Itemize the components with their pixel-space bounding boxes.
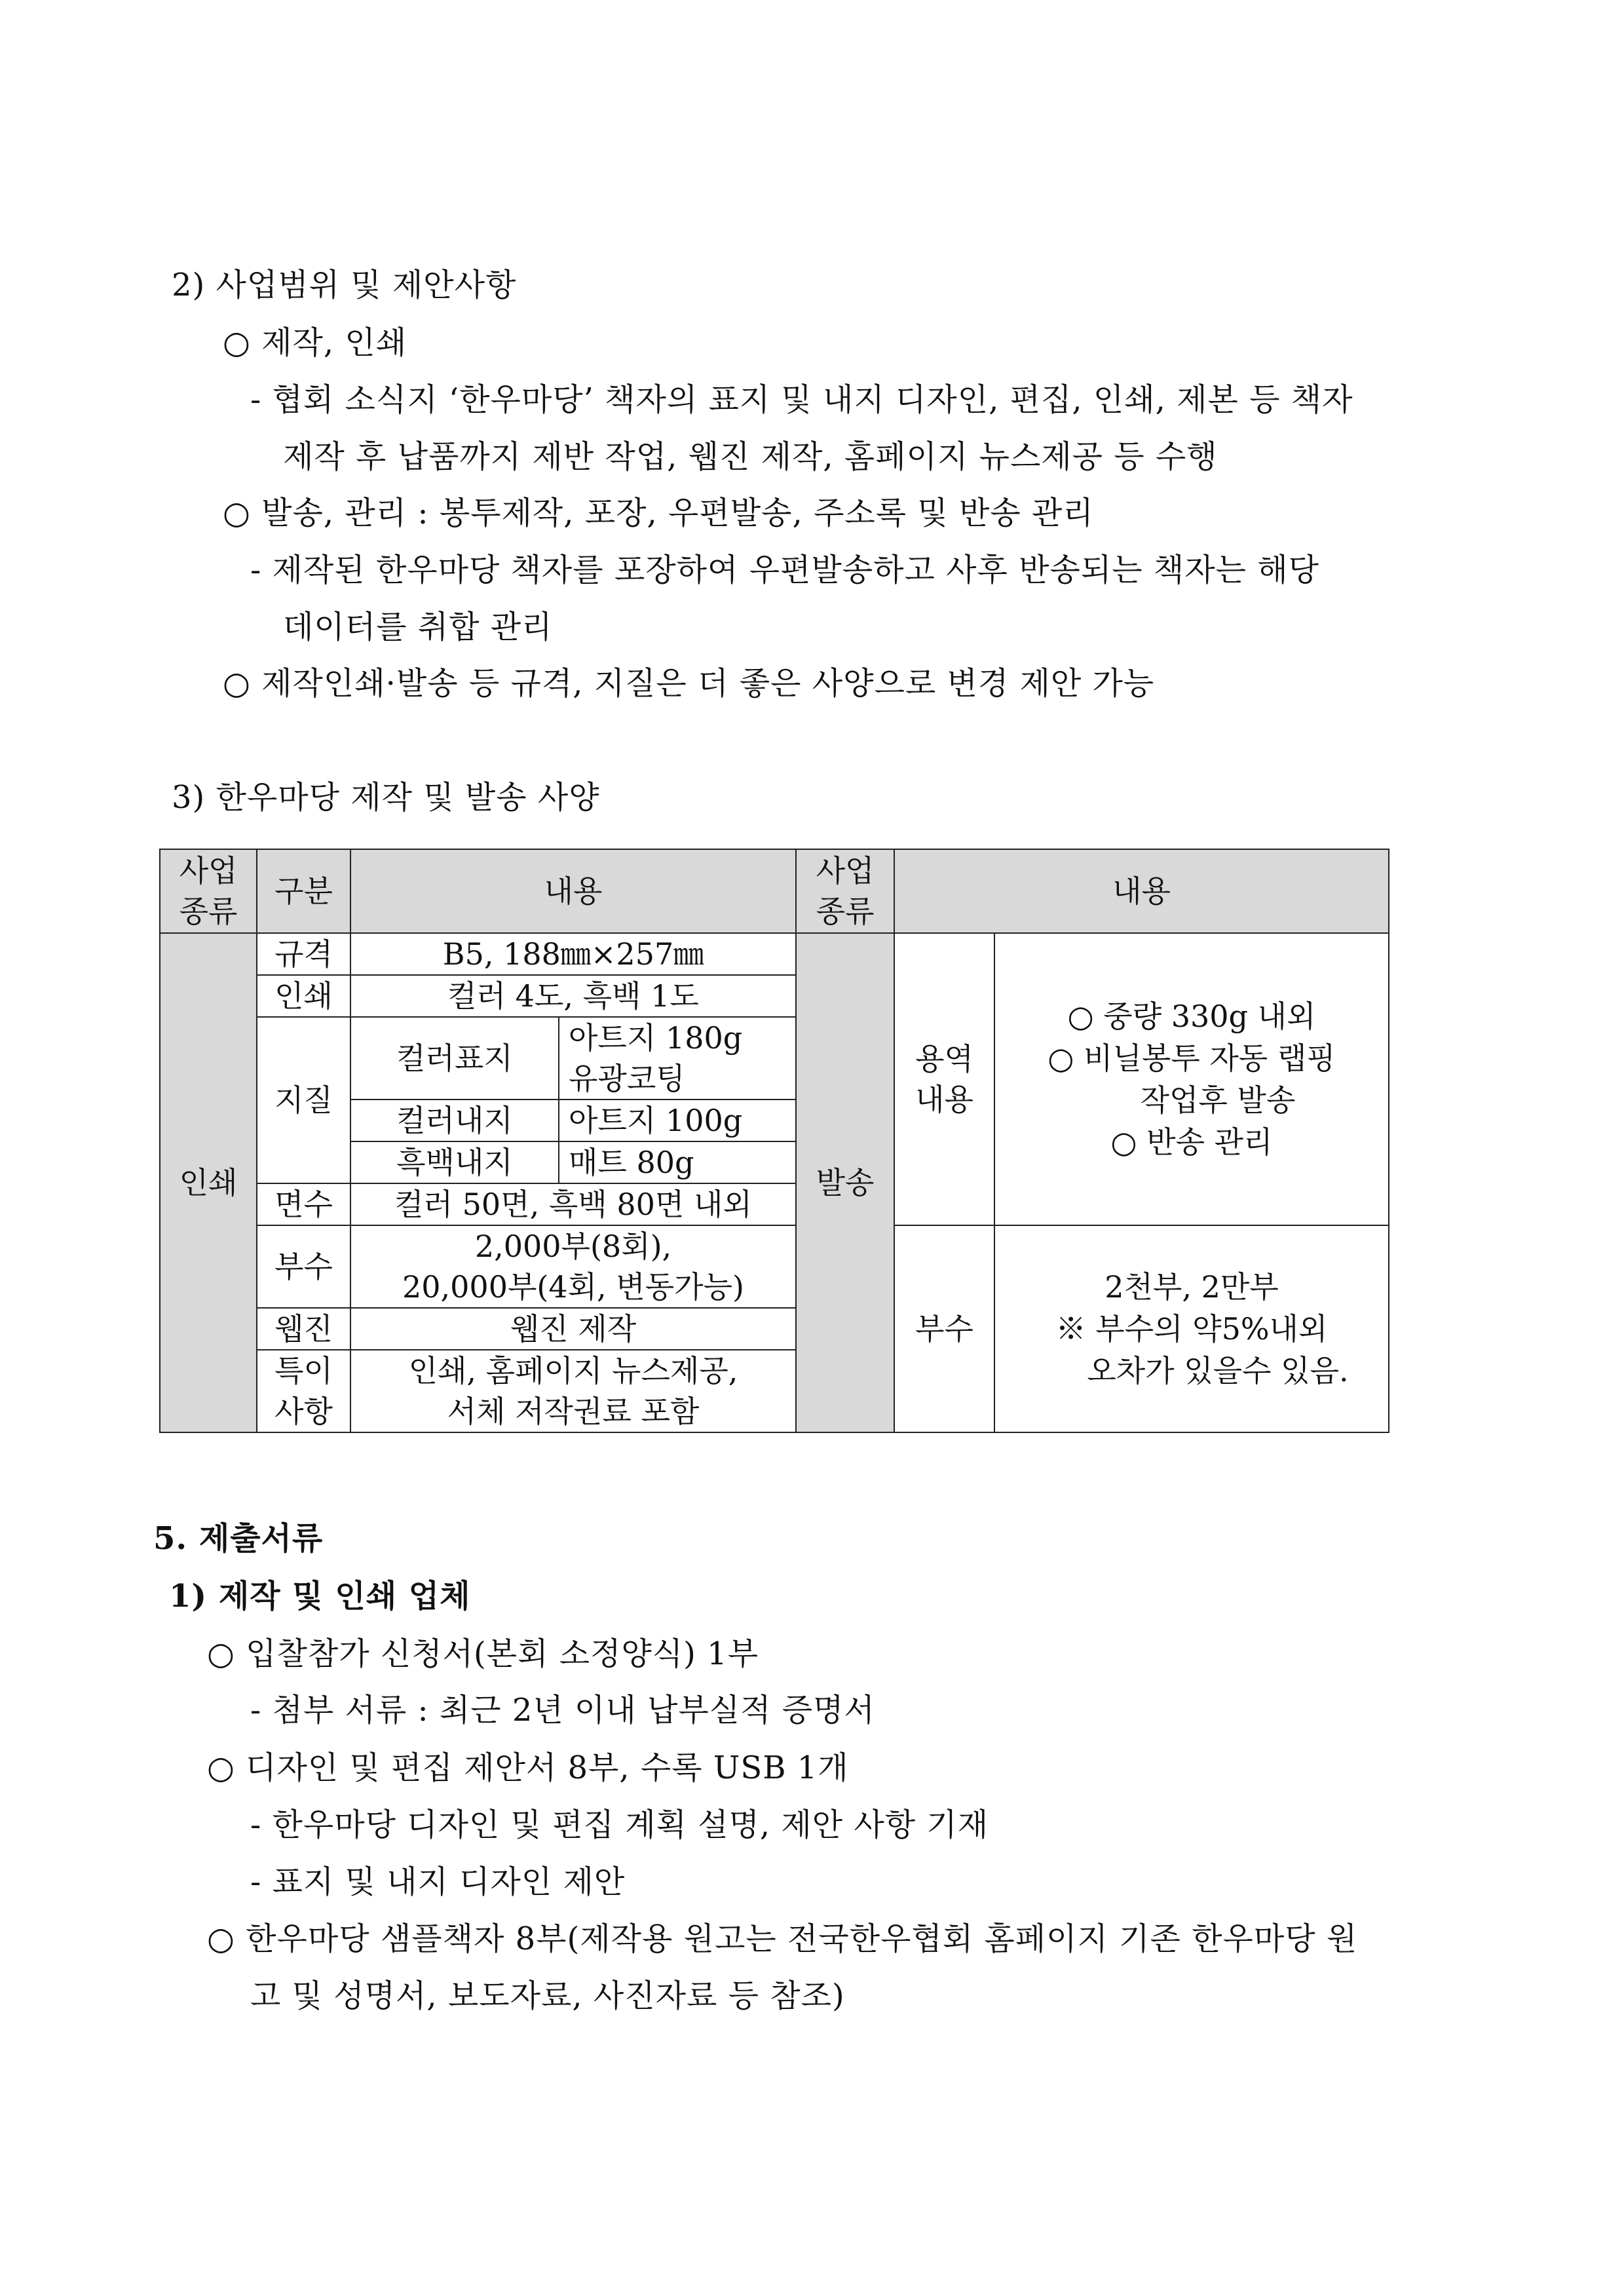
service-wrapping-cont: 작업후 발송 [1140,1082,1296,1118]
service-content [994,933,1389,1225]
section-5-1-heading: 1) 제작 및 인쇄 업체 [169,1578,471,1615]
row-bw-value: 매트 80g [559,1141,796,1183]
header-division: 구분 [257,849,350,933]
service-weight: ○ 중량 330g 내외 [1067,999,1316,1034]
service-key: 용역 내용 [894,933,994,1225]
row-pages-value: 컬러 50면, 흑백 80면 내외 [350,1183,796,1225]
row-cover-key: 컬러표지 [350,1017,559,1100]
bullet-shipping-management: ○ 발송, 관리 : 봉투제작, 포장, 우편발송, 주소록 및 반송 관리 [223,495,1094,531]
bullet-spec-change: ○ 제작인쇄·발송 등 규격, 지질은 더 좋은 사양으로 변경 제안 가능 [223,665,1155,702]
doc-sample-booklet-line2: 고 및 성명서, 보도자료, 사진자료 등 참조) [250,1978,845,2014]
row-bw-key: 흑백내지 [350,1141,559,1183]
row-copies-key: 부수 [257,1225,350,1308]
section-5-heading: 5. 제출서류 [153,1520,324,1557]
spec-table [159,849,1389,1433]
row-size-key: 규격 [257,933,350,975]
row-size-value: B5, 188㎜×257㎜ [350,933,796,975]
row-inner-value: 아트지 100g [559,1100,796,1141]
row-pages-key: 면수 [257,1183,350,1225]
header-business-type-2: 사업 종류 [796,849,894,933]
doc-design-proposal: ○ 디자인 및 편집 제안서 8부, 수록 USB 1개 [207,1750,849,1786]
row-print-key: 인쇄 [257,975,350,1017]
row-webzine-value: 웹진 제작 [350,1308,796,1350]
row-print-value: 컬러 4도, 흑백 1도 [350,975,796,1017]
detail-shipping-line1: - 제작된 한우마당 책자를 포장하여 우편발송하고 사후 반송되는 책자는 해당 [250,552,1319,588]
quantity-key: 부수 [894,1225,994,1432]
quantity-note: ※ 부수의 약5%내외 [1055,1311,1328,1347]
category-shipping: 발송 [796,933,894,1432]
row-special-key: 특이 사항 [257,1350,350,1432]
quantity-content [994,1225,1389,1432]
row-special-value: 인쇄, 홈페이지 뉴스제공, 서체 저작권료 포함 [350,1350,796,1432]
doc-sample-booklet-line1: ○ 한우마당 샘플책자 8부(제작용 원고는 전국한우협회 홈페이지 기존 한우마당 원 [207,1921,1358,1957]
service-wrapping: ○ 비닐봉투 자동 랩핑 [1048,1041,1336,1076]
doc-design-plan: - 한우마당 디자인 및 편집 계획 설명, 제안 사항 기재 [250,1807,989,1843]
doc-application-attachment: - 첨부 서류 : 최근 2년 이내 납부실적 증명서 [250,1692,875,1729]
row-paper-key: 지질 [257,1017,350,1183]
doc-application-form: ○ 입찰참가 신청서(본회 소정양식) 1부 [207,1636,759,1672]
section-2-heading: 2) 사업범위 및 제안사항 [172,267,517,303]
header-content-2: 내용 [894,849,1389,933]
service-return: ○ 반송 관리 [1110,1124,1273,1160]
quantity-note-cont: 오차가 있을수 있음. [1087,1353,1349,1388]
row-inner-key: 컬러내지 [350,1100,559,1141]
row-cover-value: 아트지 180g 유광코팅 [559,1017,796,1100]
detail-shipping-line2: 데이터를 취합 관리 [283,609,553,645]
detail-production-line2: 제작 후 납품까지 제반 작업, 웹진 제작, 홈페이지 뉴스제공 등 수행 [283,438,1218,475]
doc-design-cover: - 표지 및 내지 디자인 제안 [250,1864,626,1900]
header-content: 내용 [350,849,796,933]
section-3-heading: 3) 한우마당 제작 및 발송 사양 [172,779,600,816]
detail-production-line1: - 협회 소식지 ‘한우마당’ 책자의 표지 및 내지 디자인, 편집, 인쇄, 제본 등 책자 [250,381,1353,418]
row-webzine-key: 웹진 [257,1308,350,1350]
bullet-production-print: ○ 제작, 인쇄 [223,324,407,361]
quantity-amounts: 2천부, 2만부 [1105,1269,1279,1305]
row-copies-value: 2,000부(8회), 20,000부(4회, 변동가능) [350,1225,796,1308]
header-business-type: 사업 종류 [160,849,257,933]
category-print: 인쇄 [160,933,257,1432]
